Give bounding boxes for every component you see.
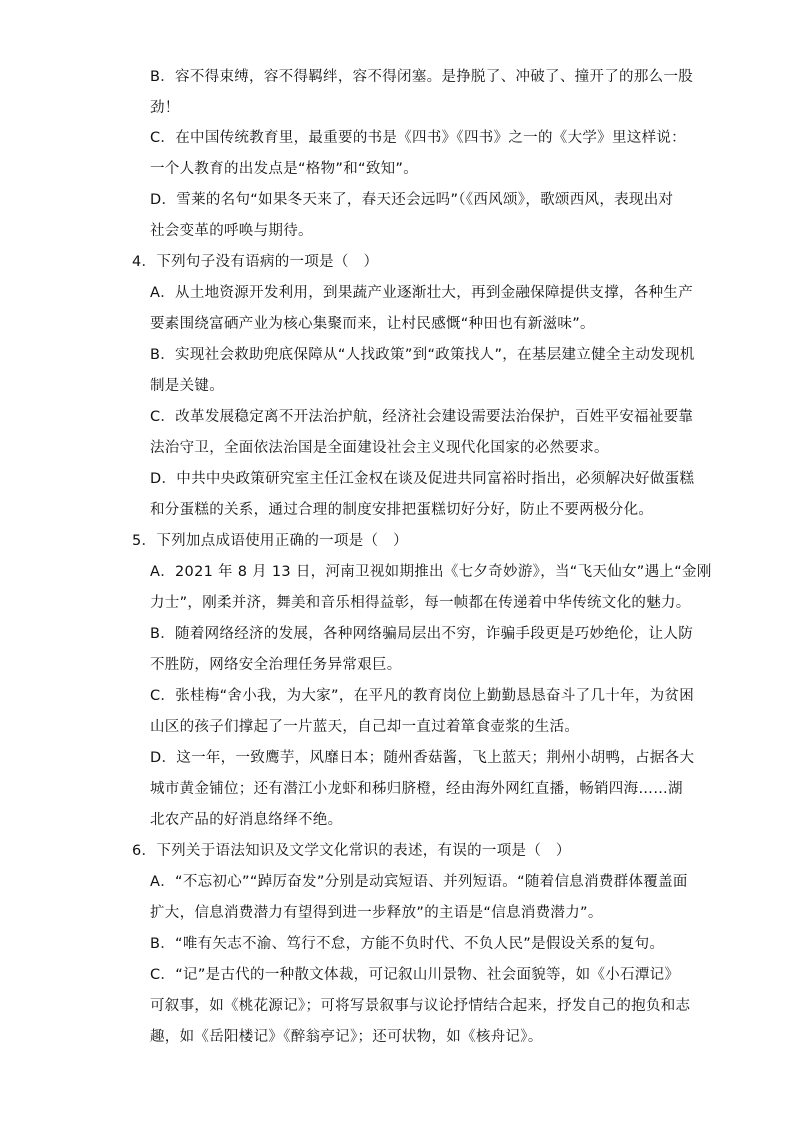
q5-option-c-line-2: 山区的孩子们撑起了一片蓝天，自己却一直过着箪食壶浆的生活。 — [150, 719, 580, 735]
q6-option-c-line-1: C．“记”是古代的一种散文体裁，可记叙山川景物、社会面貌等，如《小石潭记》 — [150, 967, 680, 983]
q5-option-b-line-1: B．随着网络经济的发展，各种网络骗局层出不穷，诈骗手段更是巧妙绝伦，让人防 — [150, 626, 694, 642]
q4-option-b-line-1: B．实现社会救助兜底保障从“人找政策”到“政策找人”，在基层建立健全主动发现机 — [150, 347, 695, 363]
question-5: 5．下列加点成语使用正确的一项是（ ） — [132, 533, 408, 549]
option-b-line-2: 劲！ — [150, 100, 180, 116]
q4-option-d-line-1: D．中共中央政策研究室主任江金权在谈及促进共同富裕时指出，必须解决好做蛋糕 — [150, 471, 695, 487]
option-d-line-1: D．雪莱的名句“如果冬天来了，春天还会远吗”（《西风颂》，歌颂西风，表现出对 — [150, 192, 674, 208]
q4-option-a-line-1: A．从土地资源开发利用，到果蔬产业逐渐壮大，再到金融保障提供支撑，各种生产 — [150, 285, 694, 301]
q4-option-d-line-2: 和分蛋糕的关系，通过合理的制度安排把蛋糕切好分好，防止不要两极分化。 — [150, 502, 654, 518]
question-4: 4．下列句子没有语病的一项是（ ） — [132, 254, 379, 270]
option-b-line-1: B．容不得束缚，容不得羁绊，容不得闭塞。是挣脱了、冲破了、撞开了的那么一股 — [150, 69, 694, 85]
option-d-line-2: 社会变革的呼唤与期待。 — [150, 223, 313, 239]
q6-option-c-line-2: 可叙事，如《桃花源记》；可将写景叙事与议论抒情结合起来，抒发自己的抱负和志 — [150, 998, 691, 1014]
q4-option-a-line-2: 要素围绕富硒产业为核心集聚而来，让村民感慨“种田也有新滋味”。 — [150, 316, 595, 332]
q6-option-a-line-1: A．“不忘初心”“踔厉奋发”分别是动宾短语、并列短语。“随着信息消费群体覆盖面 — [150, 874, 688, 890]
q5-option-d-line-2: 城市黄金铺位；还有潜江小龙虾和秭归脐橙，经由海外网红直播，畅销四海……湖 — [150, 781, 683, 797]
q5-option-b-line-2: 不胜防，网络安全治理任务异常艰巨。 — [150, 657, 402, 673]
q5-option-c-line-1: C．张桂梅“舍小我，为大家”，在平凡的教育岗位上勤勤恳恳奋斗了几十年，为贫困 — [150, 688, 695, 704]
q5-option-a-line-2: 力士”，刚柔并济，舞美和音乐相得益彰，每一帧都在传递着中华传统文化的魅力。 — [150, 595, 691, 611]
option-c-line-1: C．在中国传统教育里，最重要的书是《四书》《四书》之一的《大学》里这样说： — [150, 130, 686, 146]
q5-option-d-line-1: D．这一年，一致鹰芋，风靡日本；随州香菇酱，飞上蓝天；荆州小胡鸭，占据各大 — [150, 750, 695, 766]
q6-option-b-line-1: B．“唯有矢志不渝、笃行不怠，方能不负时代、不负人民”是假设关系的复句。 — [150, 936, 665, 952]
q4-option-c-line-2: 法治守卫，全面依法治国是全面建设社会主义现代化国家的必然要求。 — [150, 440, 609, 456]
option-c-line-2: 一个人教育的出发点是“格物”和“致知”。 — [150, 161, 419, 177]
question-6: 6．下列关于语法知识及文学文化常识的表述，有误的一项是（ ） — [132, 843, 571, 859]
q6-option-c-line-3: 趣，如《岳阳楼记》《醉翁亭记》；还可状物，如《核舟记》。 — [150, 1029, 543, 1045]
q6-option-a-line-2: 扩大，信息消费潜力有望得到进一步释放”的主语是“信息消费潜力”。 — [150, 905, 603, 921]
q5-option-a-line-1: A．2021 年 8 月 13 日，河南卫视如期推出《七夕奇妙游》，当“飞天仙女”遇上“金刚 — [150, 564, 712, 580]
q4-option-c-line-1: C．改革发展稳定离不开法治护航，经济社会建设需要法治保护，百姓平安福祉要靠 — [150, 409, 694, 425]
q5-option-d-line-3: 北农产品的好消息络绎不绝。 — [150, 812, 343, 828]
q4-option-b-line-2: 制是关键。 — [150, 378, 224, 394]
